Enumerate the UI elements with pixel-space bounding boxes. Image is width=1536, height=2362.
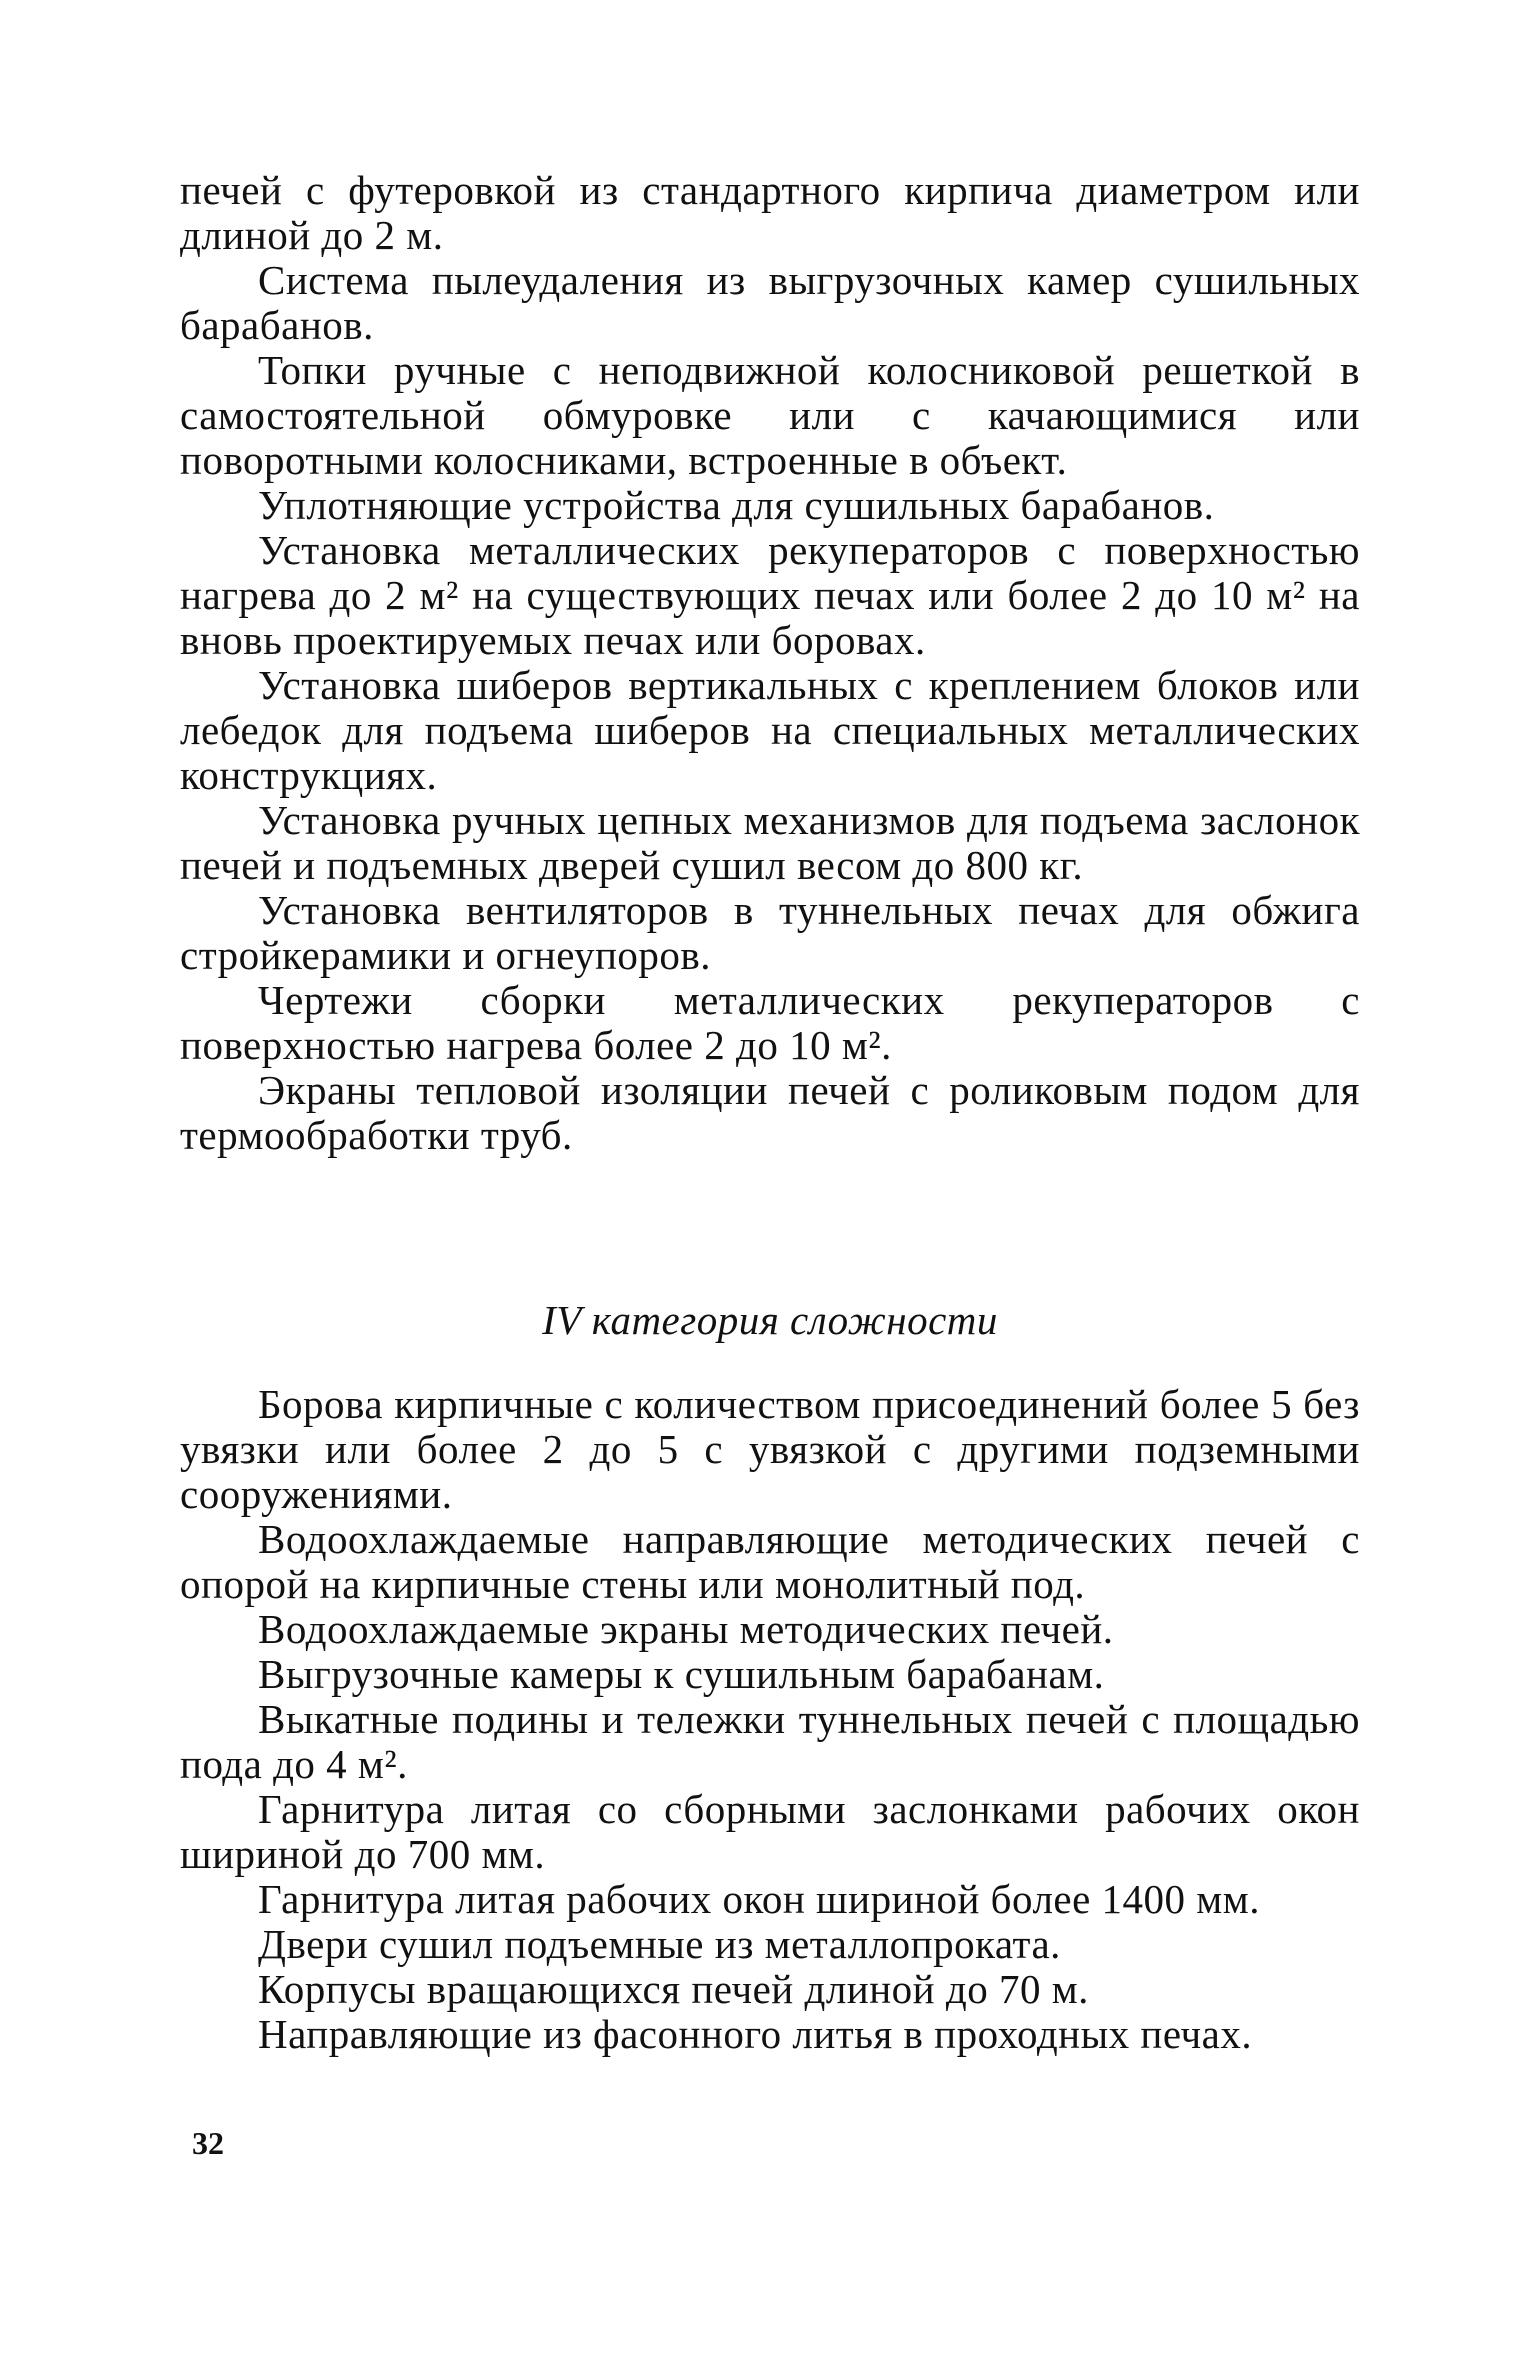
text-section-2 <box>180 1382 1360 2057</box>
paragraph: Гарнитура литая рабочих окон шириной более 1400 мм. <box>258 1876 1260 1922</box>
paragraph: Уплотняющие устройства для сушильных барабанов. <box>258 482 1215 528</box>
paragraph: Водоохлаждаемые направляющие методических печей с опорой на кирпичные стены или монолитный под. <box>180 1516 1360 1607</box>
page-number: 32 <box>192 2125 224 2161</box>
paragraph: Корпусы вращающихся печей длиной до 70 м. <box>258 1966 1089 2012</box>
paragraph: Двери сушил подъемные из металлопроката. <box>258 1921 1061 1967</box>
paragraph: Топки ручные с неподвижной колосниковой решеткой в самостоятельной обмуровке или с качающимися или поворотными колосниками, встроенные в объект. <box>180 347 1360 483</box>
paragraph: Экраны тепловой изоляции печей с роликовым подом для термообработки труб. <box>180 1067 1360 1158</box>
paragraph: Установка металлических рекуператоров с поверхностью нагрева до 2 м² на существующих печах или более 2 до 10 м² на вновь проектируемых печах или боровах. <box>180 527 1360 663</box>
paragraph: Гарнитура литая со сборными заслонками рабочих окон шириной до 700 мм. <box>180 1786 1360 1877</box>
paragraph: Выгрузочные камеры к сушильным барабанам. <box>258 1651 1105 1697</box>
paragraph: Водоохлаждаемые экраны методических печей. <box>258 1606 1114 1652</box>
paragraph: Система пылеудаления из выгрузочных камер сушильных барабанов. <box>180 257 1360 348</box>
paragraph: печей с футеровкой из стандартного кирпича диаметром или длиной до 2 м. <box>180 167 1360 258</box>
paragraph: Выкатные подины и тележки туннельных печей с площадью пода до 4 м². <box>180 1696 1360 1787</box>
paragraph: Установка шиберов вертикальных с креплением блоков или лебедок для подъема шиберов на специальных металлических конструкциях. <box>180 662 1360 798</box>
paragraph: Установка ручных цепных механизмов для подъема заслонок печей и подъемных дверей сушил весом до 800 кг. <box>180 797 1360 888</box>
section-heading: IV категория сложности <box>542 1297 998 1343</box>
paragraph: Чертежи сборки металлических рекуператоров с поверхностью нагрева более 2 до 10 м². <box>180 977 1360 1068</box>
paragraph: Установка вентиляторов в туннельных печах для обжига стройкерамики и огнеупоров. <box>180 887 1360 978</box>
paragraph: Борова кирпичные с количеством присоединений более 5 без увязки или более 2 до 5 с увязкой с другими подземными сооружениями. <box>180 1381 1360 1517</box>
paragraph: Направляющие из фасонного литья в проходных печах. <box>258 2011 1253 2057</box>
text-section-1 <box>180 168 1360 1158</box>
